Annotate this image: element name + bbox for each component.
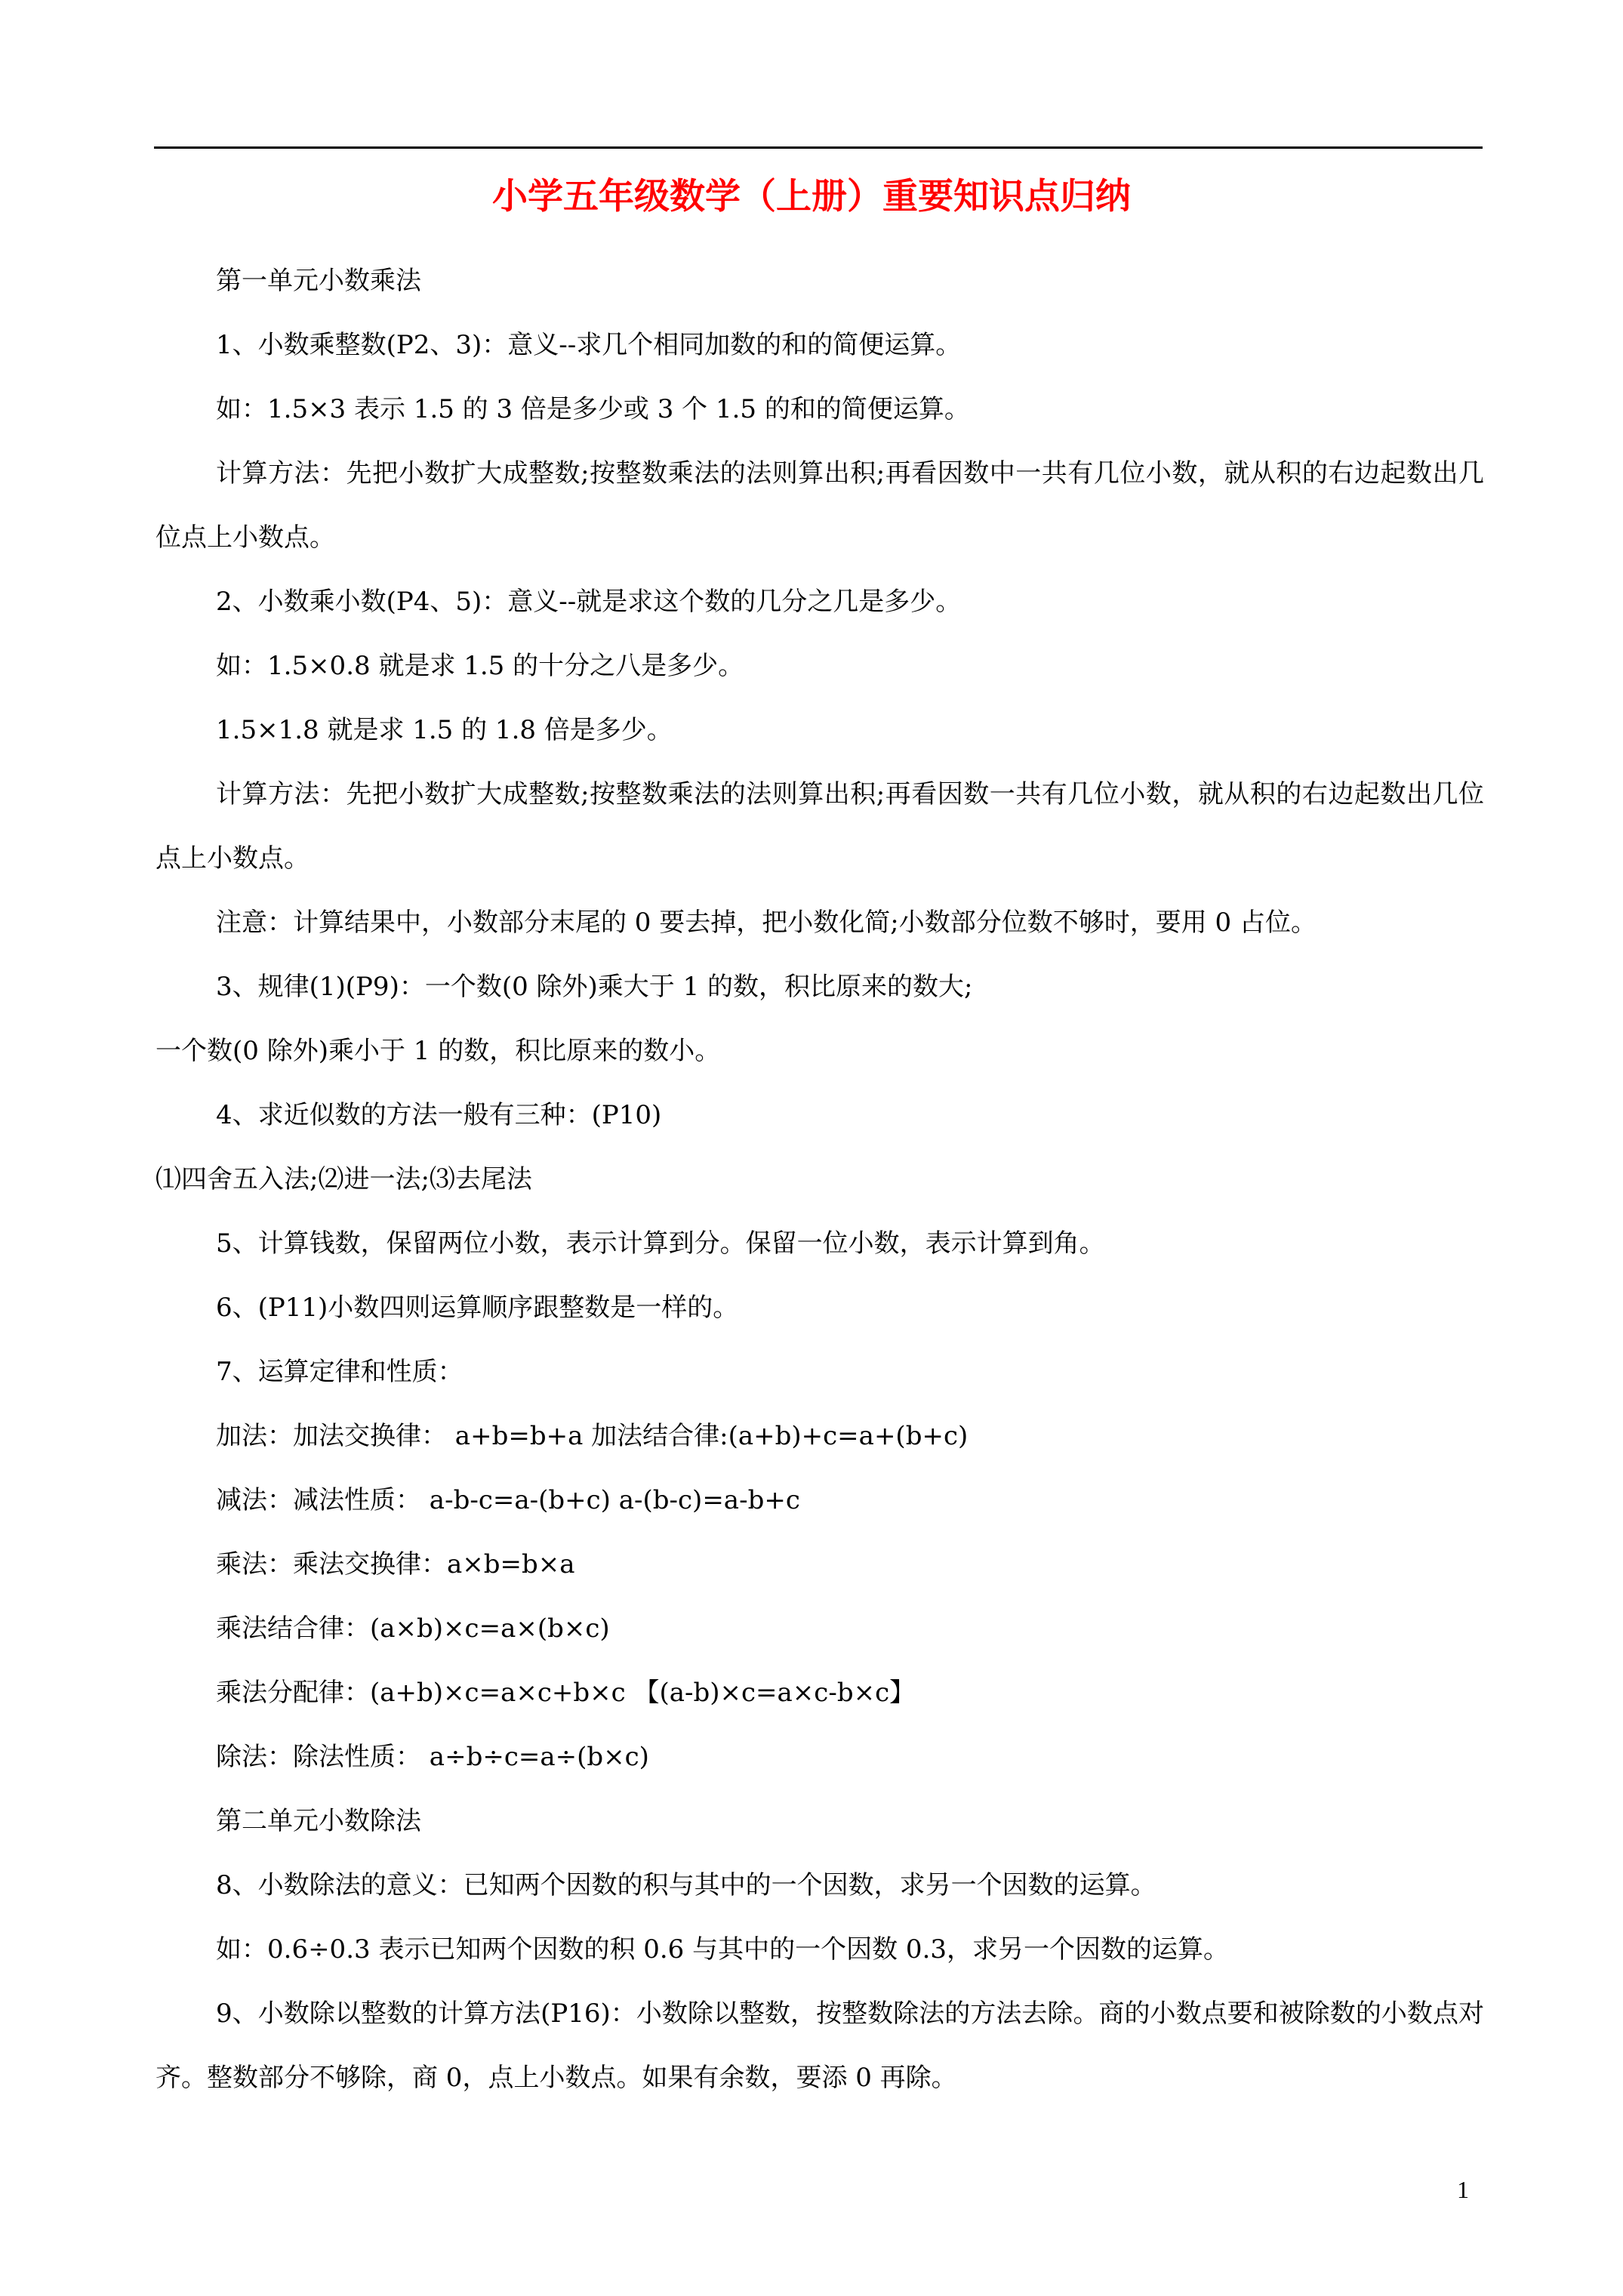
paragraph-2: 如：1.5×3 表示 1.5 的 3 倍是多少或 3 个 1.5 的和的简便运算。: [216, 394, 970, 424]
paragraph-9: 3、规律(1)(P9)：一个数(0 除外)乘大于 1 的数，积比原来的数大;: [216, 972, 973, 1002]
paragraph-11: 4、求近似数的方法一般有三种：(P10): [216, 1100, 662, 1130]
paragraph-18: 乘法：乘法交换律：a×b=b×a: [216, 1549, 575, 1579]
unit-heading-2: 第二单元小数除法: [216, 1806, 421, 1836]
paragraph-3: 计算方法：先把小数扩大成整数;按整数乘法的法则算出积;再看因数中一共有几位小数，就从积的右边起数出几位点上小数点。: [156, 458, 1484, 553]
paragraph-15: 7、运算定律和性质：: [216, 1357, 463, 1387]
page-number: 1: [1457, 2176, 1469, 2203]
paragraph-6: 1.5×1.8 就是求 1.5 的 1.8 倍是多少。: [216, 715, 673, 745]
paragraph-5: 如：1.5×0.8 就是求 1.5 的十分之八是多少。: [216, 651, 744, 681]
paragraph-8: 注意：计算结果中，小数部分末尾的 0 要去掉，把小数化简;小数部分位数不够时，要用 0 占位。: [216, 908, 1317, 938]
paragraph-13: 5、计算钱数，保留两位小数，表示计算到分。保留一位小数，表示计算到角。: [216, 1228, 1105, 1259]
unit-heading-1: 第一单元小数乘法: [216, 266, 421, 296]
paragraph-17: 减法：减法性质： a-b-c=a-(b+c) a-(b-c)=a-b+c: [216, 1485, 800, 1515]
header-rule: [154, 146, 1483, 149]
paragraph-4: 2、小数乘小数(P4、5)：意义--就是求这个数的几分之几是多少。: [216, 587, 962, 617]
paragraph-10: 一个数(0 除外)乘小于 1 的数，积比原来的数小。: [156, 1036, 721, 1066]
paragraph-24: 如：0.6÷0.3 表示已知两个因数的积 0.6 与其中的一个因数 0.3，求另一个因数的运算。: [216, 1934, 1230, 1965]
paragraph-21: 除法：除法性质： a÷b÷c=a÷(b×c): [216, 1742, 649, 1772]
paragraph-1: 1、小数乘整数(P2、3)：意义--求几个相同加数的和的简便运算。: [216, 330, 962, 360]
paragraph-20: 乘法分配律：(a+b)×c=a×c+b×c 【(a-b)×c=a×c-b×c】: [216, 1678, 916, 1708]
paragraph-25: 9、小数除以整数的计算方法(P16)：小数除以整数，按整数除法的方法去除。商的小数点要和被除数的小数点对齐。整数部分不够除，商 0，点上小数点。如果有余数，要添 0 再除。: [156, 1999, 1484, 2093]
paragraph-7: 计算方法：先把小数扩大成整数;按整数乘法的法则算出积;再看因数一共有几位小数，就从积的右边起数出几位点上小数点。: [156, 779, 1484, 874]
document-body: [156, 249, 1484, 2110]
paragraph-12: ⑴四舍五入法;⑵进一法;⑶去尾法: [156, 1164, 532, 1194]
paragraph-16: 加法：加法交换律： a+b=b+a 加法结合律:(a+b)+c=a+(b+c): [216, 1421, 969, 1451]
paragraph-14: 6、(P11)小数四则运算顺序跟整数是一样的。: [216, 1293, 739, 1323]
paragraph-23: 8、小数除法的意义：已知两个因数的积与其中的一个因数，求另一个因数的运算。: [216, 1870, 1156, 1900]
paragraph-19: 乘法结合律：(a×b)×c=a×(b×c): [216, 1613, 610, 1644]
document-title: 小学五年级数学（上册）重要知识点归纳: [492, 176, 1131, 217]
